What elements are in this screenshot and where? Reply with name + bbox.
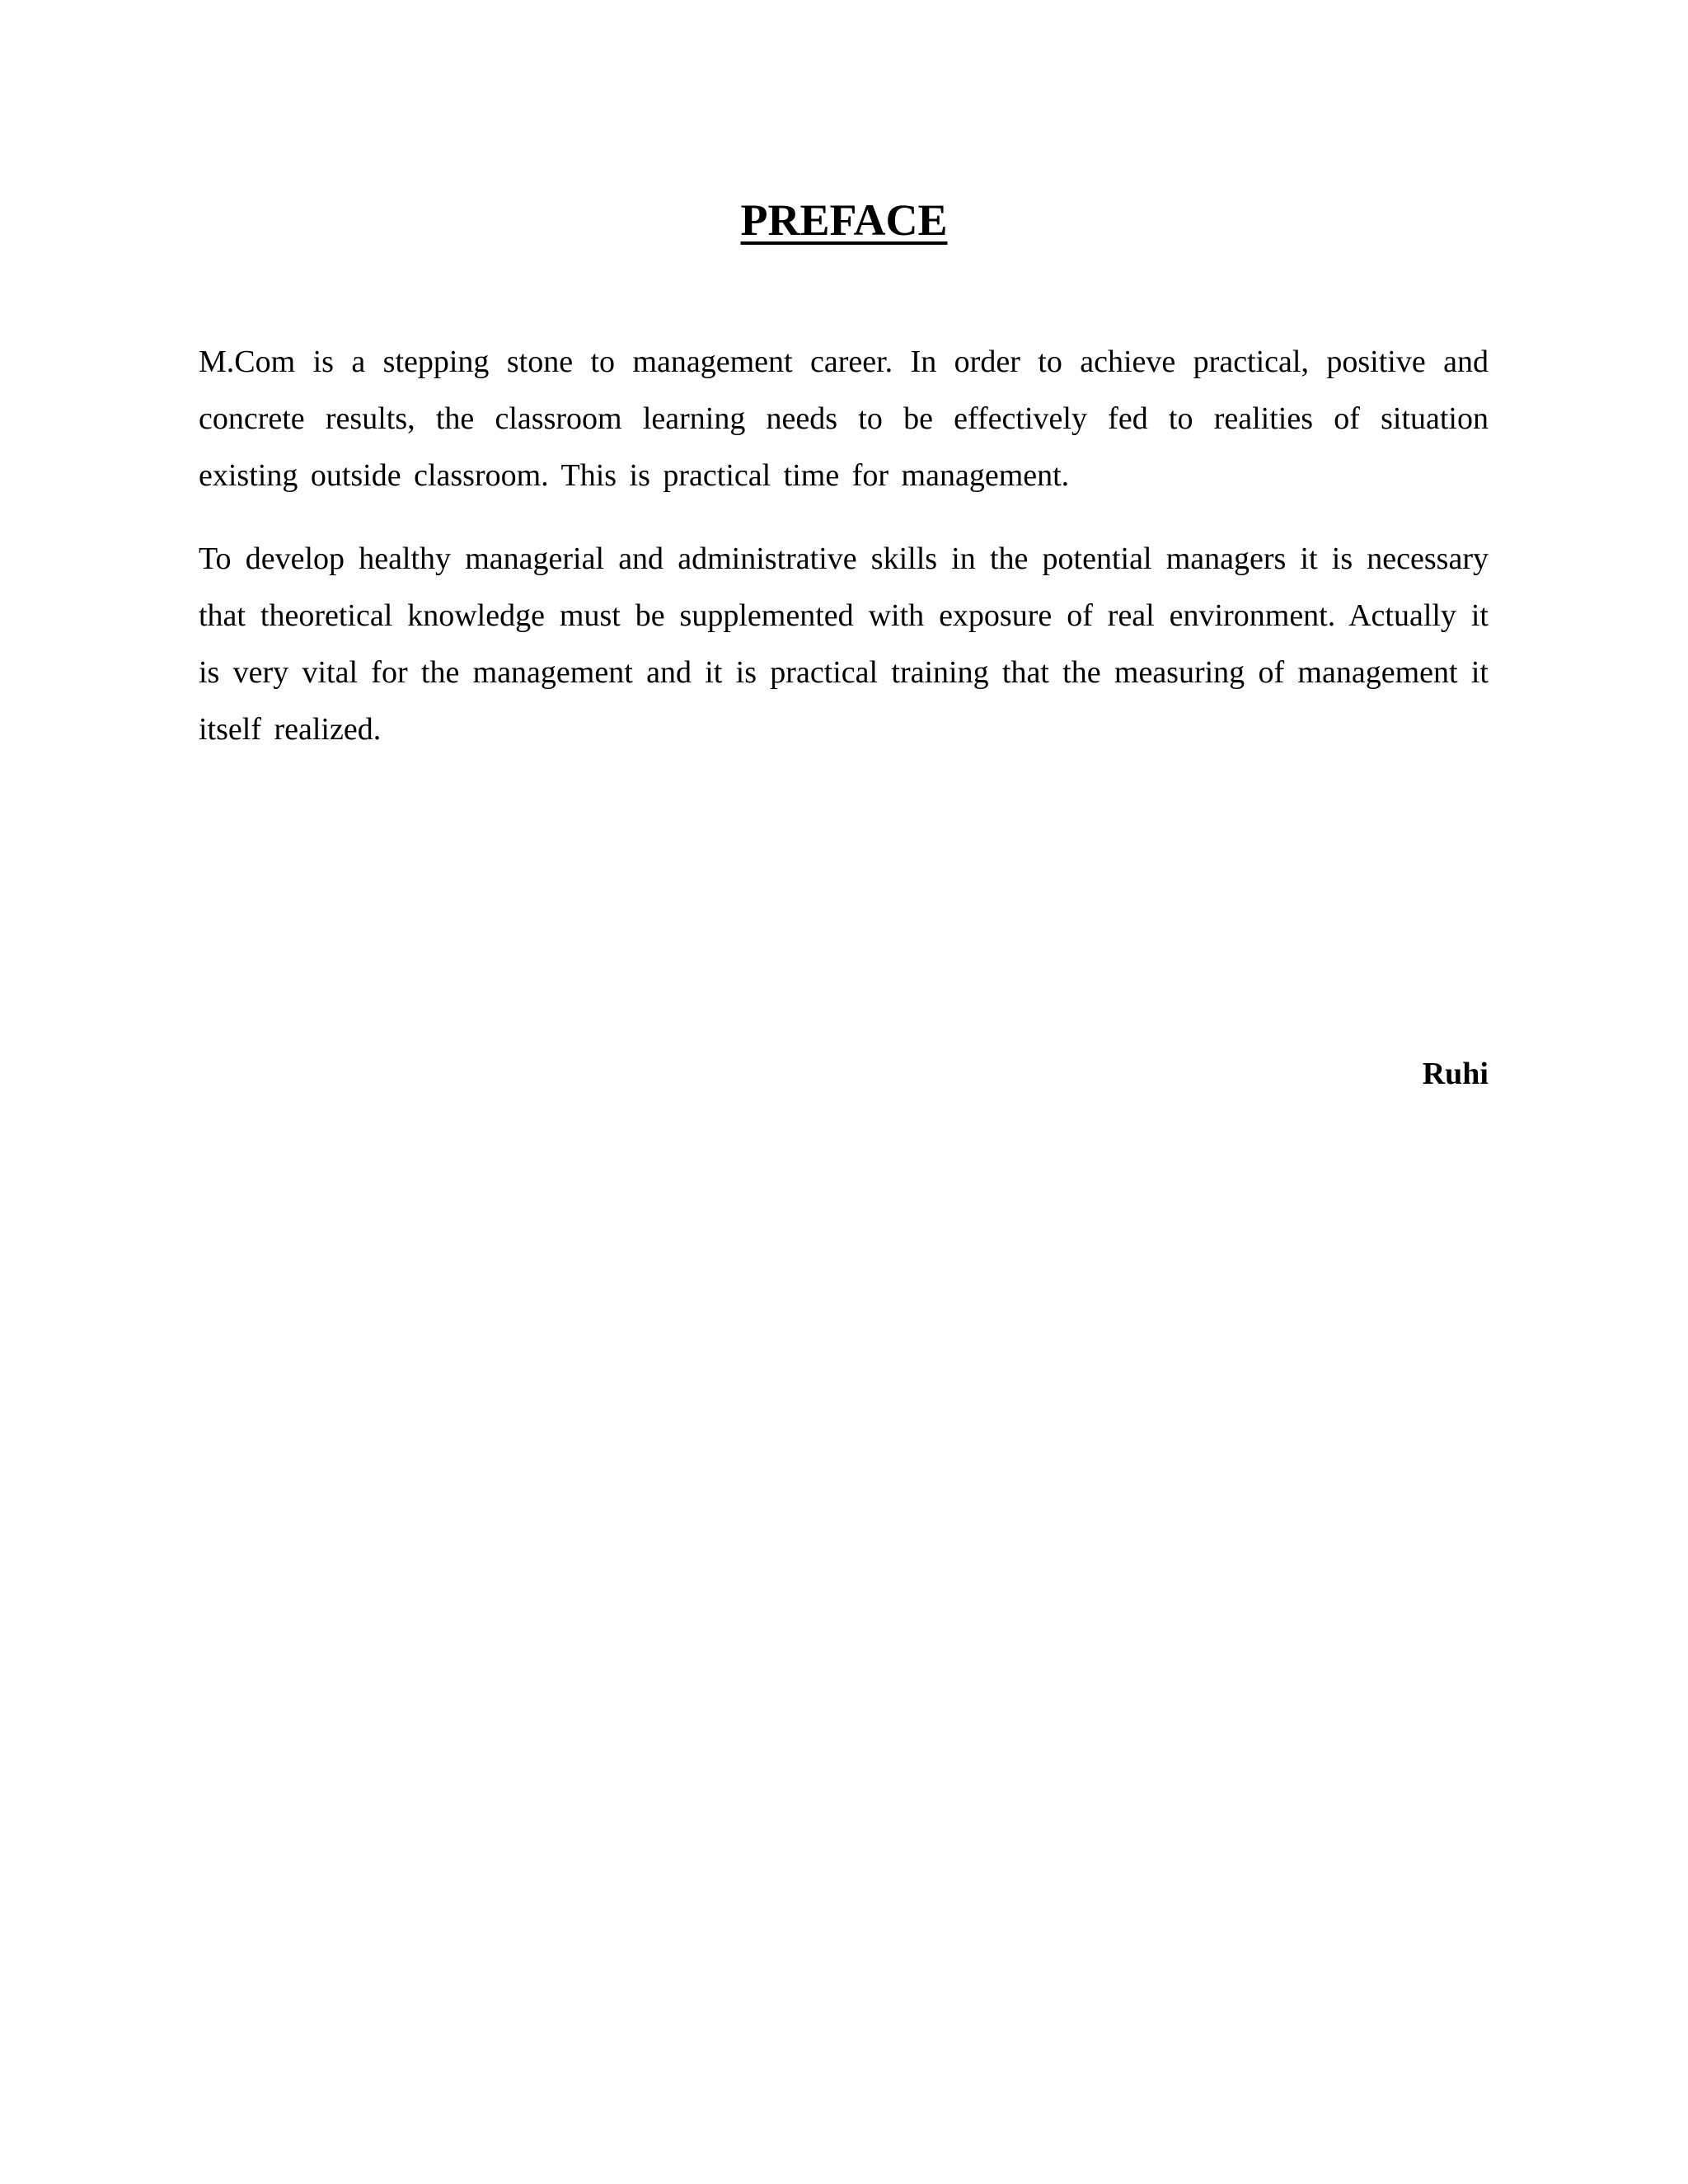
- paragraph-2: To develop healthy managerial and administrative skills in the potential managers it is necessary that theoretical knowledge must be supplemented with exposure of real environment. Actually it is very vital for the management and it is practical training that the measuring of management it itself realized.: [199, 541, 1489, 747]
- paragraph-1: M.Com is a stepping stone to management career. In order to achieve practical, positive and concrete results, the classroom learning needs to be effectively fed to realities of situation existing outside classroom. This is practical time for management.: [199, 344, 1489, 493]
- page-title: PREFACE: [740, 195, 948, 245]
- author-signature: Ruhi: [1422, 1057, 1489, 1091]
- document-body: [199, 334, 1489, 785]
